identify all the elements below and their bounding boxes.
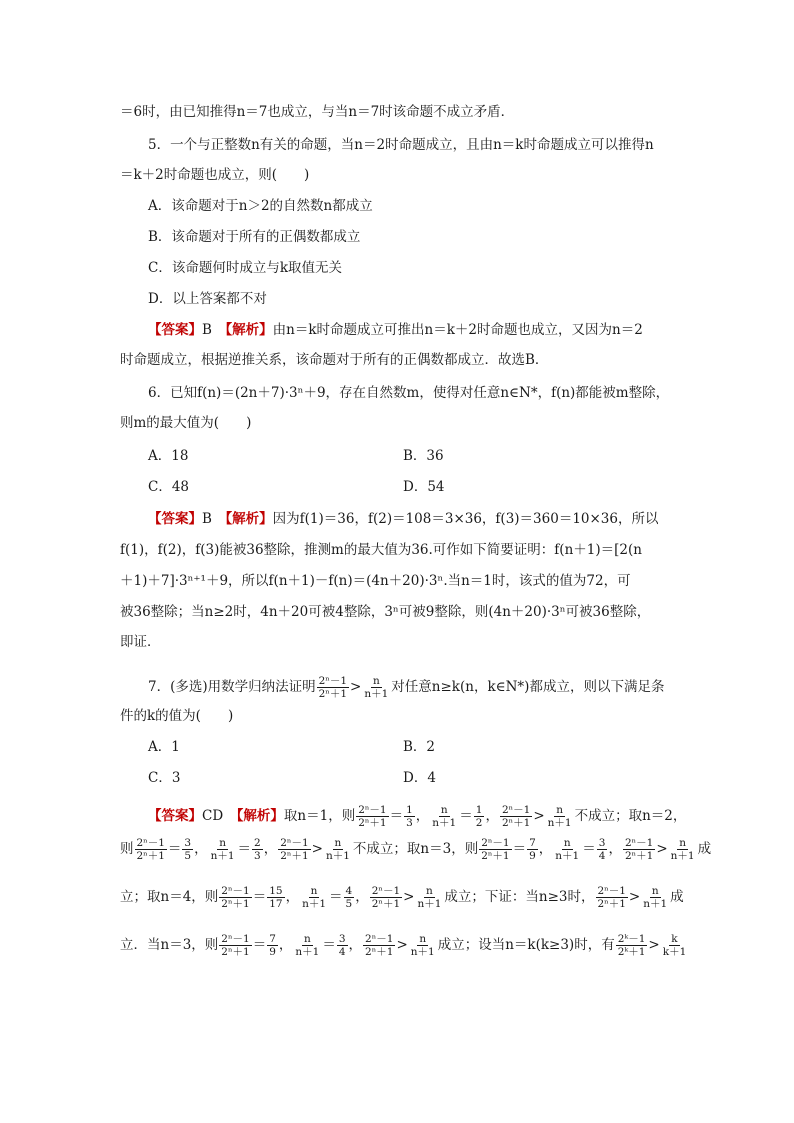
analysis-text: 成立；设当n＝k(k≥3)时，有 [437, 937, 615, 953]
frac-num: n [651, 885, 659, 897]
fraction [500, 804, 532, 829]
eq-sign: ＝ [329, 889, 343, 905]
fraction [661, 933, 689, 958]
frac-den: 9 [529, 850, 536, 862]
analysis-text: 不成立；取n＝2， [574, 808, 687, 824]
frac-num: k [671, 933, 678, 945]
question-7-option-d: D．4 [403, 770, 436, 786]
gt-sign: > [628, 889, 641, 905]
eq-sign: ＝ [512, 841, 527, 857]
frac-den: k＋1 [662, 946, 687, 958]
question-6-stem: 6．已知f(n)＝(2n＋7)·3ⁿ＋9，存在自然数m，使得对任意n∈N*，f(n)都能被m整除， [148, 385, 670, 401]
comma: ， [355, 889, 369, 905]
analysis-text: 成立；下证：当n≥3时， [444, 889, 595, 905]
frac-den: 4 [338, 946, 346, 958]
fraction [135, 837, 167, 862]
eq-sign: ＝ [252, 889, 267, 905]
fraction [278, 837, 310, 862]
fraction [641, 885, 669, 910]
eq-sign: ＝ [389, 808, 404, 824]
frac-den: 2ⁿ＋1 [221, 898, 250, 910]
frac-num: n [556, 804, 564, 816]
fraction [209, 837, 237, 862]
comma: ， [485, 808, 499, 824]
frac-den: n＋1 [670, 850, 695, 862]
frac-num: 2ⁿ－1 [624, 837, 654, 849]
frac-num: n [679, 837, 687, 849]
fraction [267, 885, 284, 910]
frac-den: n＋1 [643, 898, 668, 910]
frac-den: 2ⁿ＋1 [597, 898, 626, 910]
frac-den: 4 [598, 850, 606, 862]
answer-6-line2: f(1)，f(2)，f(3)能被36整除，推测m的最大值为36.可作如下简要证明：f(n＋1)＝[2(n [120, 542, 642, 558]
frac-den: 2ⁿ＋1 [221, 946, 250, 958]
frac-num: 2ⁿ－1 [136, 837, 165, 849]
fraction [527, 837, 538, 862]
frac-num: 2ⁿ－1 [221, 933, 250, 945]
fraction [182, 837, 193, 862]
frac-den: 2ⁿ＋1 [136, 850, 165, 862]
gt-sign: > [311, 841, 323, 857]
frac-den: 2ⁿ＋1 [501, 817, 531, 829]
frac-den: 2ⁿ＋1 [358, 817, 387, 829]
frac-num: 2ⁿ－1 [358, 804, 387, 816]
answer-tag: 【答案】 [148, 808, 202, 824]
fraction [669, 837, 697, 862]
frac-den: 2ⁿ＋1 [365, 946, 394, 958]
analysis-text: 由n＝k时命题成立可推出n＝k＋2时命题也成立，又因为n＝2 [272, 322, 643, 338]
fraction [324, 837, 352, 862]
question-6-stem-cont: 则m的最大值为( ) [120, 415, 252, 431]
answer-5-line2: 时命题成立，根据逆推关系，该命题对于所有的正偶数都成立．故选B． [120, 352, 549, 368]
answer-7-line3 [120, 882, 684, 912]
frac-den: 5 [345, 898, 353, 910]
comma: ， [538, 841, 553, 857]
fraction [317, 675, 349, 700]
frac-num: 4 [345, 885, 353, 897]
fraction [415, 885, 443, 910]
frac-den: n＋1 [547, 817, 572, 829]
frac-num: n [219, 837, 226, 849]
answer-6-line3: ＋1)＋7]·3ⁿ⁺¹＋9，所以f(n＋1)－f(n)＝(4n＋20)·3ⁿ.当n＝1时，该式的值为72，可 [120, 573, 631, 589]
answer-7-line4 [120, 930, 687, 960]
frac-den: 3 [406, 817, 413, 829]
question-6-option-d: D．54 [403, 479, 445, 495]
frac-num: 2ⁿ－1 [280, 837, 309, 849]
question-5-option-c: C．该命题何时成立与k取值无关 [148, 260, 343, 276]
analysis-text: 立．当n＝3，则 [120, 937, 219, 953]
frac-den: n＋1 [295, 946, 320, 958]
fraction [430, 804, 458, 829]
frac-num: 2ⁿ－1 [371, 885, 401, 897]
comma: ， [263, 841, 278, 857]
frac-num: n [372, 675, 380, 687]
fraction [409, 933, 437, 958]
answer-tag: 【答案】 [148, 511, 202, 527]
eq-sign: ＝ [252, 937, 267, 953]
fraction [404, 804, 415, 829]
analysis-text: 立；取n＝4，则 [120, 889, 219, 905]
eq-sign: ＝ [582, 841, 596, 857]
question-7-text: 7．(多选)用数学归纳法证明 [148, 679, 316, 695]
frac-den: n＋1 [410, 946, 435, 958]
question-7-stem-cont: 件的k的值为( ) [120, 708, 234, 724]
gt-sign: > [403, 889, 415, 905]
question-6-option-c: C．48 [148, 479, 190, 495]
analysis-text: 成 [670, 889, 684, 905]
frac-num: 2 [254, 837, 261, 849]
frac-num: 2ⁿ－1 [501, 804, 531, 816]
answer-5-line1 [148, 320, 708, 340]
frac-den: n＋1 [210, 850, 235, 862]
analysis-tag: 【解析】 [225, 511, 273, 527]
fraction [219, 933, 251, 958]
fraction [553, 837, 581, 862]
text-line: ＝6时，由已知推得n＝7也成立，与当n＝7时该命题不成立矛盾． [120, 104, 515, 120]
frac-den: 2ⁿ＋1 [624, 850, 654, 862]
gt-sign: > [656, 841, 668, 857]
frac-num: 2ⁿ－1 [481, 837, 510, 849]
analysis-text: 取n＝1，则 [283, 808, 356, 824]
eq-sign: ＝ [167, 841, 182, 857]
fraction [267, 933, 278, 958]
eq-sign: ＝ [237, 841, 252, 857]
comma: ， [415, 808, 430, 824]
frac-num: 3 [184, 837, 192, 849]
answer-7-line1 [148, 801, 708, 831]
frac-den: n＋1 [364, 688, 389, 700]
fraction [293, 933, 321, 958]
frac-den: 2ⁿ＋1 [318, 688, 348, 700]
gt-sign: > [396, 937, 408, 953]
fraction [370, 885, 402, 910]
question-6-option-a: A．18 [148, 448, 189, 464]
fraction [596, 885, 628, 910]
question-5-stem: 5．一个与正整数n有关的命题，当n＝2时命题成立，且由n＝k时命题成立可以推得n [148, 137, 654, 153]
frac-num: 1 [475, 804, 483, 816]
analysis-tag: 【解析】 [236, 808, 284, 824]
frac-den: n＋1 [417, 898, 442, 910]
frac-den: n＋1 [432, 817, 457, 829]
answer-value: B [202, 322, 226, 338]
frac-num: n [563, 837, 571, 849]
question-7-option-c: C．3 [148, 770, 181, 786]
frac-den: 2ⁿ＋1 [280, 850, 309, 862]
frac-num: n [426, 885, 433, 897]
frac-num: 2ⁿ－1 [365, 933, 394, 945]
comma: ， [278, 937, 293, 953]
analysis-text: 成 [697, 841, 712, 857]
frac-den: 3 [254, 850, 261, 862]
question-6-option-b: B．36 [403, 448, 444, 464]
fraction [362, 675, 390, 700]
frac-den: 5 [184, 850, 192, 862]
analysis-text: 不成立；取n＝3，则 [352, 841, 479, 857]
frac-num: 7 [529, 837, 536, 849]
answer-value: CD [202, 808, 237, 824]
fraction [300, 885, 328, 910]
fraction [474, 804, 485, 829]
frac-den: n＋1 [302, 898, 327, 910]
fraction [363, 933, 395, 958]
analysis-text: 则 [120, 841, 134, 857]
eq-sign: ＝ [322, 937, 336, 953]
eq-sign: ＝ [459, 808, 473, 824]
frac-num: 3 [338, 933, 346, 945]
question-5-option-b: B．该命题对于所有的正偶数都成立 [148, 229, 361, 245]
fraction [356, 804, 388, 829]
answer-value: B [202, 511, 226, 527]
answer-tag: 【答案】 [148, 322, 202, 338]
question-7-text: 对任意n≥k(n，k∈N*)都成立，则以下满足条 [391, 679, 665, 695]
answer-6-line4: 被36整除；当n≥2时，4n＋20可被4整除，3ⁿ可被9整除，则(4n＋20)·3ⁿ可被36整除， [120, 604, 651, 620]
frac-den: 2ⁿ＋1 [481, 850, 510, 862]
frac-num: n [303, 933, 311, 945]
fraction [344, 885, 355, 910]
frac-num: 3 [598, 837, 606, 849]
frac-num: 2ⁿ－1 [221, 885, 250, 897]
fraction [616, 933, 648, 958]
comma: ， [348, 937, 363, 953]
frac-den: n＋1 [555, 850, 580, 862]
gt-sign: > [350, 679, 362, 695]
analysis-tag: 【解析】 [225, 322, 273, 338]
frac-num: n [310, 885, 318, 897]
frac-den: 2 [475, 817, 483, 829]
frac-num: 2ᵏ－1 [617, 933, 646, 945]
fraction [597, 837, 608, 862]
frac-num: 7 [269, 933, 276, 945]
gt-sign: > [533, 808, 545, 824]
answer-6-line5: 即证． [120, 634, 161, 650]
question-5-option-d: D．以上答案都不对 [148, 291, 267, 307]
fraction [479, 837, 511, 862]
answer-6-line1 [148, 509, 708, 529]
question-7-option-a: A．1 [148, 739, 180, 755]
frac-num: 1 [406, 804, 413, 816]
comma: ， [194, 841, 208, 857]
frac-num: n [334, 837, 342, 849]
frac-den: 17 [269, 898, 283, 910]
fraction [337, 933, 348, 958]
frac-num: 15 [269, 885, 283, 897]
fraction [219, 885, 251, 910]
question-7-stem [148, 672, 708, 702]
question-5-option-a: A．该命题对于n＞2的自然数n都成立 [148, 198, 373, 214]
question-5-stem-cont: ＝k＋2时命题也成立，则( ) [120, 167, 310, 183]
frac-num: 2ⁿ－1 [597, 885, 626, 897]
answer-7-line2 [120, 834, 712, 864]
gt-sign: > [648, 937, 660, 953]
analysis-text: 因为f(1)＝36，f(2)＝108＝3×36，f(3)＝360＝10×36，所以 [272, 511, 659, 527]
comma: ， [285, 889, 300, 905]
frac-den: 9 [269, 946, 276, 958]
frac-num: n [440, 804, 448, 816]
fraction [252, 837, 263, 862]
frac-den: 2ⁿ＋1 [371, 898, 401, 910]
frac-den: n＋1 [325, 850, 350, 862]
fraction [623, 837, 655, 862]
frac-den: 2ᵏ＋1 [617, 946, 646, 958]
frac-num: n [419, 933, 427, 945]
fraction [546, 804, 574, 829]
comma: ， [608, 841, 622, 857]
frac-num: 2ⁿ－1 [318, 675, 348, 687]
question-7-option-b: B．2 [403, 739, 436, 755]
